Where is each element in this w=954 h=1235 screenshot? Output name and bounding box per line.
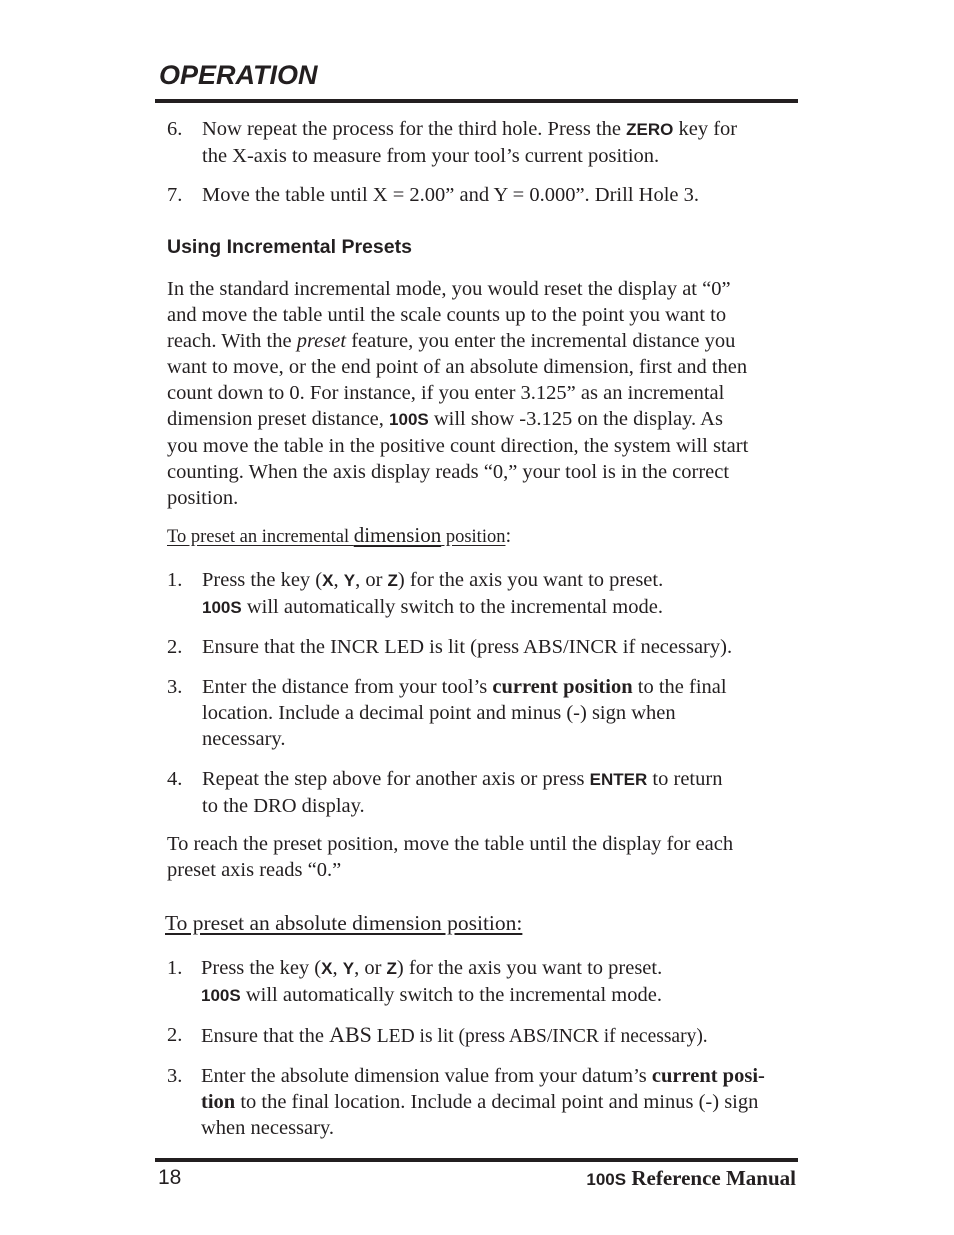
model-label: 100S [201,986,241,1005]
paragraph-line: dimension preset distance, 100S will show -3.125 on the display. As [167,408,723,430]
step-6 [202,116,802,169]
abs-step-2: Ensure that the ABS LED is lit (press ABS/INCR if necessary). [201,1022,708,1047]
paragraph-line: count down to 0. For instance, if you enter 3.125” as an incremental [167,382,725,404]
incr-step-2: Ensure that the INCR LED is lit (press ABS/INCR if necessary). [202,636,733,658]
preset-emphasis: preset [296,330,347,352]
current-position-bold: current posi- [651,1065,765,1087]
incr-step-4: Repeat the step above for another axis or press ENTER to return to the DRO display. [202,768,723,817]
paragraph-line: want to move, or the end point of an absolute dimension, first and then [167,356,748,378]
abs-step-1: Press the key (X, Y, or Z) for the axis you want to preset. 100S will automatically switch to the incremental mode. [201,957,663,1006]
paragraph-line: In the standard incremental mode, you would reset the display at “0” [167,278,731,300]
z-key-label: Z [386,959,397,978]
step-number: 3. [167,1065,183,1087]
step-number: 1. [167,569,183,591]
page-header-title: OPERATION [159,60,318,90]
y-key-label: Y [343,571,356,590]
paragraph-line: counting. When the axis display reads “0,” your tool is in the correct [167,461,730,483]
paragraph-line: and move the table until the scale counts up to the point you want to [167,304,727,326]
absolute-intro: To preset an absolute dimension position: [165,911,523,935]
paragraph-line: reach. With the preset feature, you enter the incremental distance you [167,330,736,352]
header-rule [155,99,798,103]
step-number: 3. [167,676,183,698]
step-number: 6. [167,118,183,140]
x-key-label: X [322,571,334,590]
section-heading: Using Incremental Presets [167,236,412,258]
step-number: 2. [167,636,183,658]
footer-title: 100S Reference Manual [586,1166,796,1190]
step-number: 1. [167,957,183,979]
current-position-bold: current position [492,676,633,698]
zero-key-label: ZERO [626,120,674,139]
incremental-intro: To preset an incremental dimension position: [167,523,512,547]
x-key-label: X [321,959,333,978]
model-label: 100S [202,598,242,617]
z-key-label: Z [387,571,398,590]
abs-step-3: Enter the absolute dimension value from your datum’s current posi- tion to the final location. Include a decimal point and minus (-) sign when necessary. [201,1065,765,1139]
intro-paragraph [167,276,807,511]
footer-rule [155,1158,798,1162]
step-7: Move the table until X = 2.00” and Y = 0.000”. Drill Hole 3. [202,184,699,206]
step-text: key for [673,118,738,140]
current-position-bold: tion [201,1091,236,1113]
page-number: 18 [158,1166,182,1189]
y-key-label: Y [342,959,355,978]
paragraph-line: position. [167,487,239,509]
step-text: Now repeat the process for the third hole. Press the [202,118,627,140]
enter-key-label: ENTER [589,770,648,789]
step-text: the X-axis to measure from your tool’s current position. [202,145,660,167]
abs-label: ABS [329,1022,372,1047]
step-number: 2. [167,1024,183,1046]
model-label: 100S [389,410,429,429]
model-label: 100S [586,1170,627,1189]
paragraph-line: you move the table in the positive count direction, the system will start [167,435,749,457]
incr-step-3: Enter the distance from your tool’s current position to the final location. Include a decimal point and minus (-) sign when necessary. [202,676,727,750]
step-number: 4. [167,768,183,790]
step-number: 7. [167,184,183,206]
incr-step-1: Press the key (X, Y, or Z) for the axis you want to preset. 100S will automatically switch to the incremental mode. [202,569,664,618]
reach-paragraph: To reach the preset position, move the table until the display for each preset axis reads “0.” [167,833,734,881]
